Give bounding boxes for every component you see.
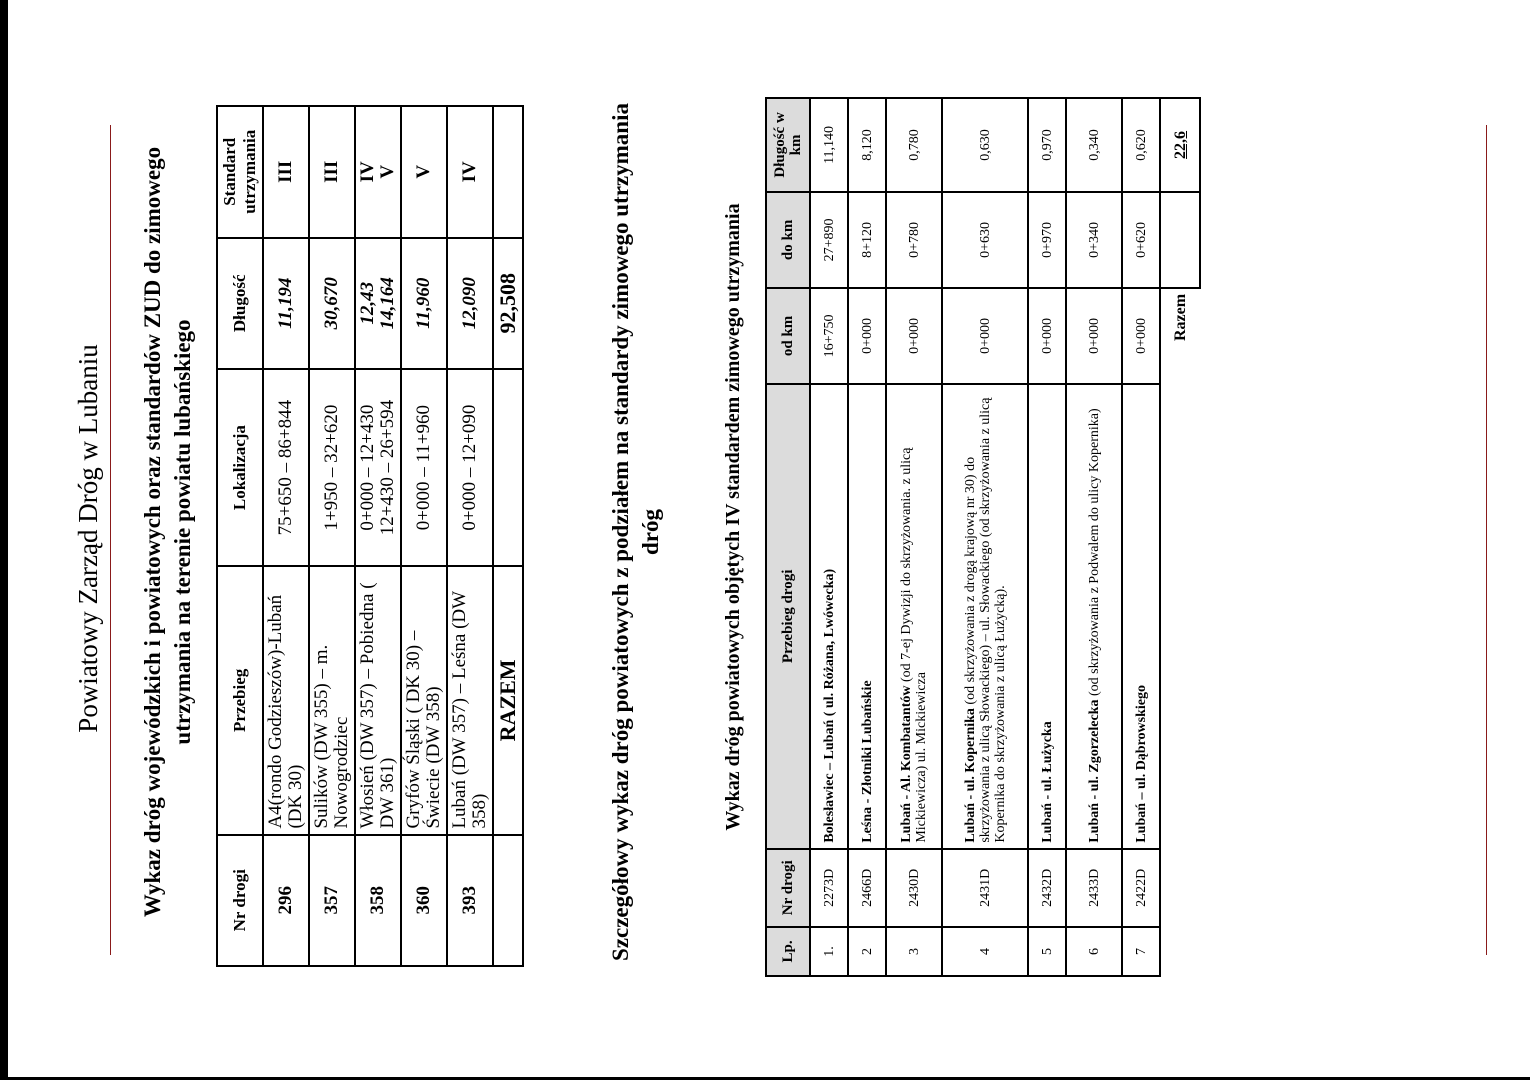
road-name: Bolesławiec – Lubań ( ul. Różana, Lwówecka) — [821, 568, 837, 843]
cell-przebieg: A4(rondo Godzieszów)-Lubań (DK 30) — [263, 566, 309, 834]
cell-lokalizacja: 0+000 – 12+090 — [447, 369, 493, 566]
cell-standard: III — [309, 106, 355, 238]
col-header-od-km: od km — [766, 288, 810, 384]
cell-przebieg-drogi — [1066, 384, 1122, 849]
table-row — [355, 106, 401, 966]
total-blank — [1160, 927, 1200, 976]
road-name: Lubań - Al. Kombatantów — [899, 685, 914, 843]
cell-dlugosc-km: 0,340 — [1066, 98, 1122, 192]
cell-lokalizacja: 0+000 – 11+960 — [401, 369, 447, 566]
cell-dlugosc-km: 11,140 — [810, 98, 848, 192]
total-blank — [493, 106, 523, 238]
cell-do-km: 8+120 — [848, 192, 886, 288]
page-header-title: Powiatowy Zarząd Dróg w Lubaniu — [73, 344, 103, 733]
rotated-page-content — [8, 0, 1530, 1077]
cell-lokalizacja: 1+950 – 32+620 — [309, 369, 355, 566]
road-name: Lubań - ul. Kopernika — [962, 708, 978, 843]
cell-do-km: 0+780 — [886, 192, 942, 288]
cell-lp: 3 — [886, 927, 942, 976]
cell-dlugosc: 12,43 14,164 — [355, 238, 401, 369]
cell-przebieg: Sulików (DW 355) – m. Nowogrodziec — [309, 566, 355, 834]
cell-przebieg-drogi — [1122, 384, 1160, 849]
cell-dlugosc-km: 0,970 — [1028, 98, 1066, 192]
cell-przebieg: Gryfów Śląski ( DK 30) – Świecie (DW 358) — [401, 566, 447, 834]
col-header-dlugosc: Długość — [217, 238, 263, 369]
road-name: Leśna - Złotniki Lubańskie — [859, 680, 875, 843]
cell-standard: III — [263, 106, 309, 238]
cell-przebieg-drogi — [1028, 384, 1066, 849]
section2-title: Szczegółowy wykaz dróg powiatowych z podziałem na standardy zimowego utrzymania dróg — [608, 103, 663, 961]
section3-title: Wykaz dróg powiatowych objętych IV standardem zimowego utrzymania — [722, 203, 744, 831]
cell-lokalizacja: 75+650 – 86+844 — [263, 369, 309, 566]
total-value: 22,6 — [1160, 98, 1200, 192]
col-header-przebieg: Przebieg — [217, 566, 263, 834]
cell-nr-drogi: 2430D — [886, 849, 942, 927]
table-row — [447, 106, 493, 966]
total-blank — [493, 369, 523, 566]
col-header-nr: Nr drogi — [217, 835, 263, 966]
road-name: Lubań - ul. Łużycka — [1039, 721, 1055, 843]
col-header-standard: Standard utrzymania — [217, 106, 263, 238]
total-blank — [1160, 849, 1200, 927]
table-row — [309, 106, 355, 966]
cell-od-km: 16+750 — [810, 288, 848, 384]
cell-do-km: 27+890 — [810, 192, 848, 288]
cell-nr: 358 — [355, 835, 401, 966]
table-row — [942, 98, 1028, 976]
cell-od-km: 0+000 — [1028, 288, 1066, 384]
cell-przebieg-drogi — [848, 384, 886, 849]
table-header-row — [766, 98, 810, 976]
cell-nr: 357 — [309, 835, 355, 966]
cell-dlugosc-km: 0,780 — [886, 98, 942, 192]
col-header-lp: Lp. — [766, 927, 810, 976]
cell-przebieg: Włosień (DW 357) – Pobiedna ( DW 361) — [355, 566, 401, 834]
cell-nr-drogi: 2273D — [810, 849, 848, 927]
table-row — [1122, 98, 1160, 976]
cell-dlugosc: 12,090 — [447, 238, 493, 369]
table-row — [401, 106, 447, 966]
col-header-lokalizacja: Lokalizacja — [217, 369, 263, 566]
cell-dlugosc-km: 0,630 — [942, 98, 1028, 192]
road-detail: (od skrzyżowania z drogą krajową nr 30) do skrzyżowania z ulicą Słowackiego) – ul. Słowackiego (od skrzyżowania z ulicą Kopernika do skrzyżowania z ulicą Łużycką). — [962, 397, 1008, 843]
cell-dlugosc: 30,670 — [309, 238, 355, 369]
total-label: Razem — [1172, 293, 1189, 342]
cell-od-km: 0+000 — [942, 288, 1028, 384]
cell-lp: 7 — [1122, 927, 1160, 976]
header-rule — [110, 125, 111, 955]
footer-rule — [1486, 125, 1487, 955]
col-header-nr-drogi: Nr drogi — [766, 849, 810, 927]
cell-lp: 5 — [1028, 927, 1066, 976]
district-roads-table — [765, 97, 1201, 977]
col-header-do-km: do km — [766, 192, 810, 288]
cell-do-km: 0+970 — [1028, 192, 1066, 288]
cell-nr-drogi: 2466D — [848, 849, 886, 927]
table-row — [848, 98, 886, 976]
cell-do-km: 0+340 — [1066, 192, 1122, 288]
cell-dlugosc-km: 8,120 — [848, 98, 886, 192]
total-value: 92,508 — [493, 238, 523, 369]
cell-przebieg-drogi — [886, 384, 942, 849]
cell-lp: 2 — [848, 927, 886, 976]
cell-dlugosc: 11,960 — [401, 238, 447, 369]
cell-lp: 1. — [810, 927, 848, 976]
table-row — [1028, 98, 1066, 976]
cell-przebieg-drogi — [810, 384, 848, 849]
cell-standard: V — [401, 106, 447, 238]
cell-nr-drogi: 2432D — [1028, 849, 1066, 927]
cell-do-km: 0+630 — [942, 192, 1028, 288]
cell-dlugosc-km: 0,620 — [1122, 98, 1160, 192]
cell-nr: 393 — [447, 835, 493, 966]
cell-standard: IV — [447, 106, 493, 238]
section1-title: Wykaz dróg wojewódzkich i powiatowych oraz standardów ZUD do zimowego utrzymania na terenie powiatu lubańskiego — [140, 146, 195, 918]
total-blank — [493, 835, 523, 966]
cell-od-km: 0+000 — [1122, 288, 1160, 384]
cell-przebieg: Lubań (DW 357) – Leśna (DW 358) — [447, 566, 493, 834]
cell-standard: IV V — [355, 106, 401, 238]
cell-nr: 360 — [401, 835, 447, 966]
cell-od-km: 0+000 — [1066, 288, 1122, 384]
col-header-dlugosc-km: Długość w km — [766, 98, 810, 192]
cell-nr-drogi: 2431D — [942, 849, 1028, 927]
total-blank — [1160, 192, 1200, 288]
table-header-row — [217, 106, 263, 966]
cell-lokalizacja: 0+000 – 12+430 12+430 – 26+594 — [355, 369, 401, 566]
cell-nr: 296 — [263, 835, 309, 966]
cell-nr-drogi: 2422D — [1122, 849, 1160, 927]
table-row — [810, 98, 848, 976]
cell-przebieg-drogi — [942, 384, 1028, 849]
total-label: RAZEM — [493, 566, 523, 834]
road-detail: (od skrzyżowania z Podwalem do ulicy Kopernika) — [1086, 408, 1102, 700]
col-header-przebieg-drogi: Przebieg drogi — [766, 384, 810, 849]
table-row — [886, 98, 942, 976]
cell-lp: 4 — [942, 927, 1028, 976]
road-name: Lubań – ul. Dąbrowskiego — [1133, 684, 1149, 843]
total-row — [1160, 98, 1200, 976]
cell-od-km: 0+000 — [886, 288, 942, 384]
table-row — [1066, 98, 1122, 976]
table-row — [263, 106, 309, 966]
document-page — [8, 0, 1530, 1077]
cell-nr-drogi: 2433D — [1066, 849, 1122, 927]
cell-dlugosc: 11,194 — [263, 238, 309, 369]
road-name: Lubań - ul. Zgorzelecka — [1086, 699, 1102, 843]
cell-lp: 6 — [1066, 927, 1122, 976]
cell-od-km: 0+000 — [848, 288, 886, 384]
road-detail: (od 7-ej Dywizji do skrzyżowania. z ulicą Mickiewicza) ul. Mickiewicza — [899, 447, 929, 843]
total-row — [493, 106, 523, 966]
cell-do-km: 0+620 — [1122, 192, 1160, 288]
regional-roads-table — [216, 105, 524, 967]
